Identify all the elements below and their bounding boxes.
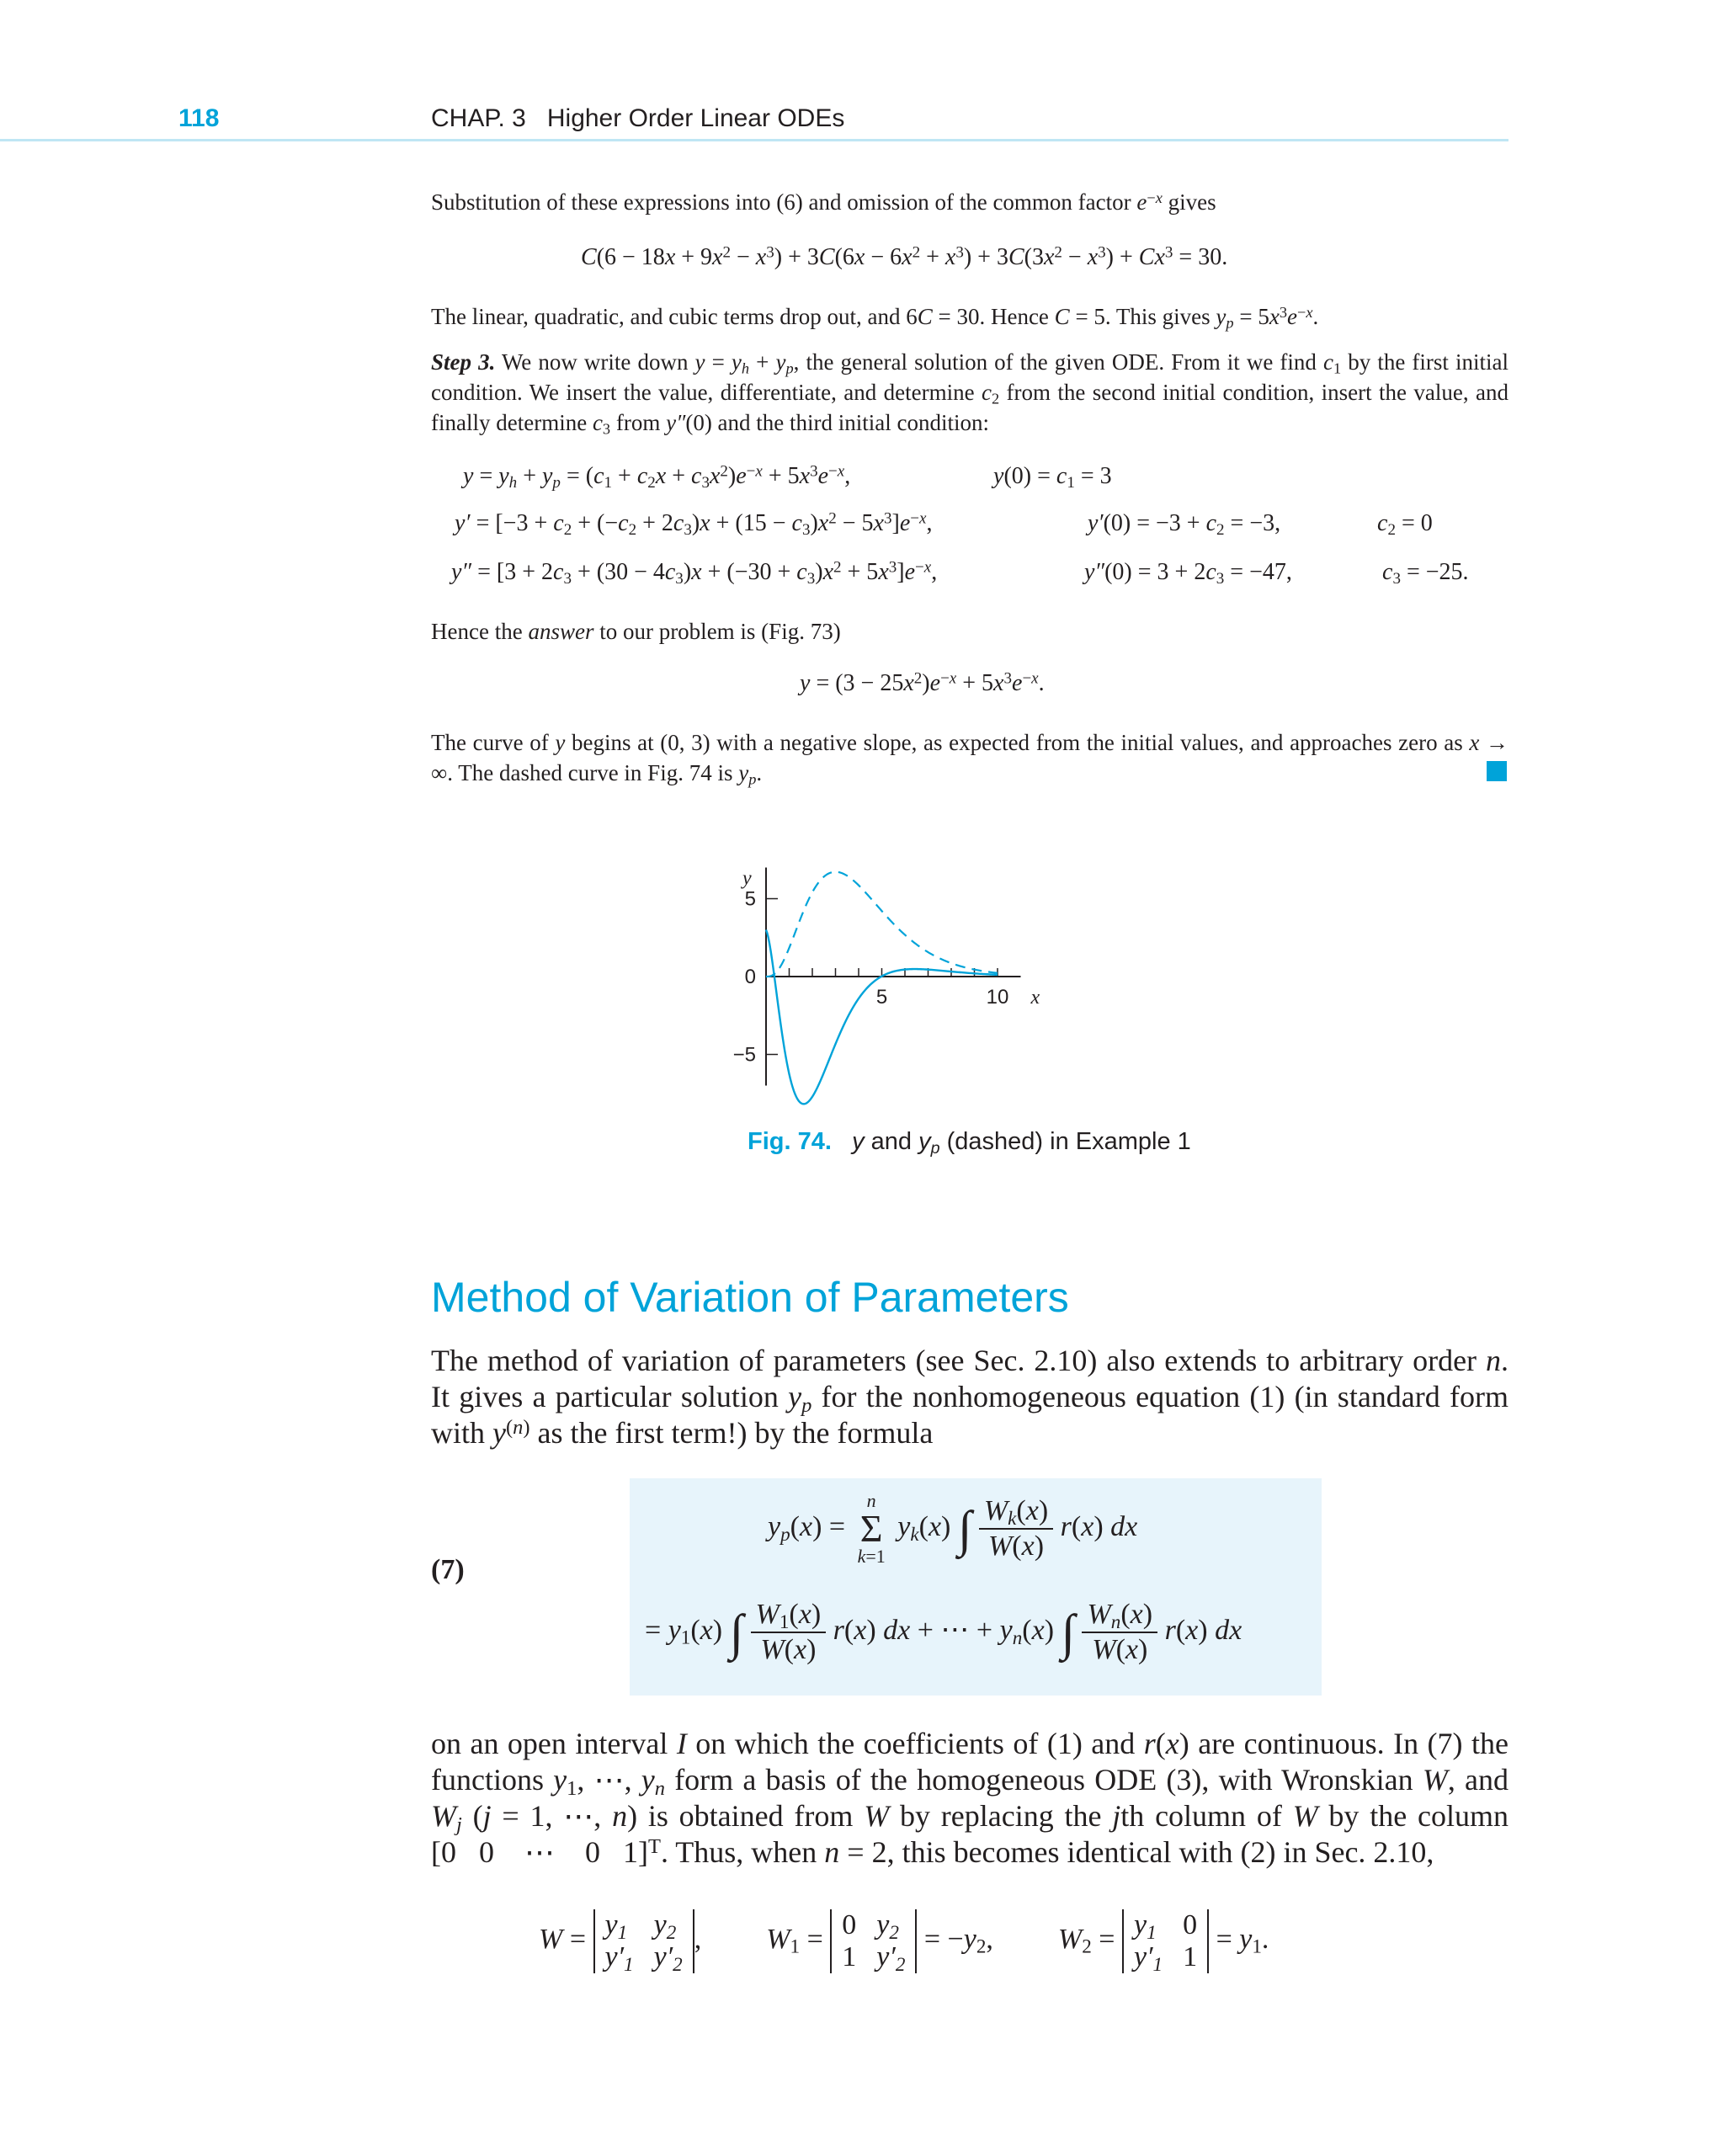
equation-y-init: $y(0) = c_1 = 3$ (993, 463, 1112, 492)
paragraph-substitution: Substitution of these expressions into (6) and omission of the common factor $e^{-x}$ gives (431, 189, 1216, 215)
det-W1: 0 $y_2$ 1 $y'_2$ (830, 1909, 917, 1973)
equation-y: $y = y_h + y_p = (c_1 + c_2x + c_3x^2)e^{-x} + 5x^3e^{-x}$, (463, 462, 851, 492)
paragraph-terms-drop: The linear, quadratic, and cubic terms drop out, and 6C = 30. Hence C = 5. This gives $y_p = 5x^3e^{-x}$. (431, 303, 1319, 332)
det-W2: $y_1$ 0 $y'_1$ 1 (1122, 1909, 1209, 1973)
series-y-solid (766, 930, 998, 1105)
equation-answer: $y = (3 - 25x^2)e^{-x} + 5x^3e^{-x}$. (800, 669, 1045, 696)
paragraph-step3: Step 3. We now write down $y = y_h + y_p$, the general solution of the given ODE. From it we find $c_1$ by the first initial condition. We insert the value, differentiate, and determine $c_2$ from the second initial condition, insert the value, and finally determine $c_3$ from y″(0) and the third initial condition: (431, 349, 1508, 438)
x-tick-label: 5 (875, 986, 888, 1009)
y-tick-label: 0 (744, 966, 756, 988)
equation-y-double-prime-init: $y''(0) = 3 + 2c_3 = -47$, (1084, 559, 1292, 588)
equation-c2: $c_2 = 0$ (1377, 510, 1433, 539)
equation-c3: $c_3 = -25$. (1382, 559, 1469, 588)
figure-74-chart (724, 842, 1229, 1128)
y-tick-label: 5 (744, 887, 756, 911)
det-W: $y_1$ $y_2$ $y'_1$ $y'_2$ (593, 1909, 694, 1973)
paragraph-mvp: The method of variation of parameters (see Sec. 2.10) also extends to arbitrary order n. It gives a particular solution $y_p$ for the nonhomogeneous equation (1) (in standard form with $y^{(n)}$ as the first term!) by the formula (431, 1344, 1508, 1450)
paragraph-after-7: on an open interval I on which the coefficients of (1) and r(x) are continuous. In (7) the functions $y_1$, ⋯, $y_n$ form a basis of the homogeneous ODE (3), with Wronskian W, and $W_j$ (j = 1, ⋯, n) is obtained from W by replacing the jth column of W by the column [0 0 ⋯ 0 1]$^T$. Thus, when n = 2, this becomes identical with (2) in Sec. 2.10, (431, 1727, 1508, 1869)
equation-7-label: (7) (431, 1554, 465, 1585)
x-tick-label: 10 (986, 986, 1009, 1009)
figure-caption: Fig. 74. y and $y_p$ (dashed) in Example 1 (748, 1128, 1191, 1158)
y-tick-label: −5 (732, 1043, 756, 1067)
equation-7-line2: = $y_1(x)$ ∫ $\frac{W_1(x)}{W(x)}$ r(x) dx + ⋯ + $y_n(x)$ ∫ $\frac{W_n(x)}{W(x)}$ r(x) dx (645, 1599, 1242, 1665)
equation-y-prime-init: $y'(0) = -3 + c_2 = -3$, (1088, 510, 1281, 539)
header-rule (0, 139, 1508, 141)
chapter-label (431, 104, 844, 133)
section-title: Method of Variation of Parameters (431, 1274, 1069, 1321)
chapter-title: Higher Order Linear ODEs (546, 104, 845, 132)
equation-wronskians: $W = y_1$ $y_2$ $y'_1$ $y'_2$, $W_1 = 0$ $y_2$ 1 $y'_2 = -y_2$, $W_2 = y_1$ 0 $y'_1$ $1 = y_1$. (539, 1909, 1269, 1976)
equation-y-double-prime: $y'' = [3 + 2c_3 + (30 - 4c_3)x + (-30 + c_3)x^2 + 5x^3]e^{-x}$, (451, 558, 938, 588)
equation-7-line1: $y_p(x)$ = n Σ k=1 $y_k(x)$ ∫ $\frac{W_k(x)}{W(x)}$ r(x) dx (768, 1490, 1138, 1567)
series-yp-dashed (766, 872, 998, 977)
y-axis-label: y (742, 867, 752, 890)
chapter-number: CHAP. 3 (431, 104, 526, 132)
paragraph-hence: Hence the answer to our problem is (Fig. 73) (431, 619, 841, 644)
end-of-example-marker (1487, 761, 1507, 781)
equation-substitution: $C(6 - 18x + 9x^2 - x^3) + 3C(6x - 6x^2 + x^3) + 3C(3x^2 - x^3) + Cx^3 = 30$. (581, 243, 1228, 270)
equation-y-prime: $y' = [-3 + c_2 + (-c_2 + 2c_3)x + (15 - c_3)x^2 - 5x^3]e^{-x}$, (455, 509, 933, 539)
page-number: 118 (178, 104, 220, 132)
paragraph-curve: The curve of y begins at (0, 3) with a negative slope, as expected from the initial values, and approaches zero as x → ∞. The dashed curve in Fig. 74 is $y_p$. (431, 730, 1508, 788)
figure-label: Fig. 74. (748, 1128, 832, 1155)
x-axis-label: x (1030, 987, 1040, 1009)
